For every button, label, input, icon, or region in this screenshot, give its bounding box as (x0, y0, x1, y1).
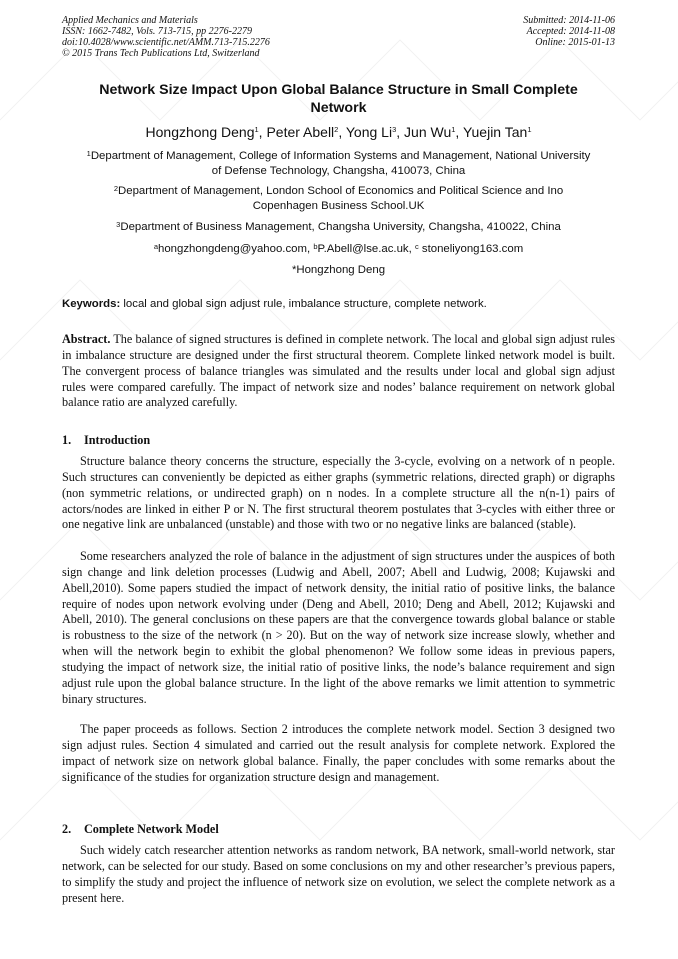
author-name: Yuejin Tan (462, 124, 528, 140)
section-heading (62, 432, 150, 448)
corresponding-author: *Hongzhong Deng (291, 264, 386, 276)
email-link[interactable]: stoneliyong163.com (418, 243, 524, 255)
title-line-1: Network Size Impact Upon Global Balance Structure in Small Complete (99, 82, 578, 98)
submitted-date: Submitted: 2014-11-06 (523, 15, 615, 26)
copyright-line: © 2015 Trans Tech Publications Ltd, Switzerland (62, 48, 260, 59)
keywords (62, 297, 615, 312)
title-line-2: Network (310, 100, 367, 116)
paragraph: Some researchers analyzed the role of balance in the adjustment of sign structures under the auspices of both sign change and link deletion processes (Ludwig and Abell, 2007; Abell and Ludwig, 2008; Kujawski and Abell,2010). Some papers studied the impact of network density, the initial ratio of positive links, the balance require of nodes upon network evolving under (Deng and Abell, 2010; Deng and Abell, 2012; Kujawski and Abell, 2010). The general conclusions on these papers are that the convergence towards global balance or stable is robustness to the size of the network (n > 20). But on the way of network size increase slowly, whether and when will the network begin to exhibit the global phenomenon? We follow some ideas in previous papers, studying the impact of network size, the initial ratio of positive links, the node’s balance requirement and sign adjust rule upon the global balance structure. In the light of the above remarks we limit attention to symmetric binary structures. (62, 549, 615, 706)
section-number: 2. (62, 822, 72, 836)
section-title: Introduction (84, 433, 151, 447)
abstract-label: Abstract. (62, 332, 111, 346)
paragraph: The paper proceeds as follows. Section 2 introduces the complete network model. Section 3 designed two sign adjust rules. Section 4 simulated and carried out the result analysis for complete network. Explored the impact of network size on network global balance. Finally, the paper concludes with some remarks about the significance of the studies for organization structure design and management. (62, 722, 615, 784)
journal-info (62, 15, 270, 59)
accepted-date: Accepted: 2014-11-08 (526, 26, 615, 37)
section-title: Complete Network Model (84, 822, 219, 836)
author-affiliation-mark: 1 (527, 125, 532, 134)
section-number: 1. (62, 433, 72, 447)
keywords-text: local and global sign adjust rule, imbalance structure, complete network. (120, 298, 487, 310)
abstract-text: The balance of signed structures is defined in complete network. The local and global sign adjust rules in imbalance structure are designed under the first structural theorem. Complete linked network model is built. The convergent process of balance triangles was simulated and the results under local and global sign adjust rules were compared carefully. The impact of network size and nodes’ balance requirement on network global balance ratio are analyzed carefully. (62, 332, 615, 410)
affiliation-3: $^3$Department of Business Management, Changsha University, Changsha, 410022, China (116, 220, 561, 233)
online-date: Online: 2015-01-13 (535, 37, 615, 48)
author-name: Peter Abell (266, 124, 335, 140)
author-affiliation-mark: 2 (334, 125, 339, 134)
email-addresses: $^a$hongzhongdeng@yahoo.com, $^b$P.Abell@lse.ac.uk, $^c$ stoneliyong163.com (153, 242, 524, 255)
email-link[interactable]: hongzhongdeng@yahoo.com, (157, 243, 314, 255)
author-name: Jun Wu (404, 124, 452, 140)
doi-line: doi:10.4028/www.scientific.net/AMM.713-715.2276 (62, 37, 270, 48)
email-link[interactable]: P.Abell@lse.ac.uk, (317, 243, 415, 255)
author-affiliation-mark: 1 (451, 125, 456, 134)
author-name: Hongzhong Deng (145, 124, 255, 140)
affiliation-1: $^1$Department of Management, College of Information Systems and Management, National University of Defense Technology, Changsha, 410073, China (86, 149, 591, 177)
issn-line: ISSN: 1662-7482, Vols. 713-715, pp 2276-2279 (62, 26, 252, 37)
publication-dates (523, 15, 615, 48)
author-name: Yong Li (345, 124, 393, 140)
affiliation-2: $^2$Department of Management, London School of Economics and Political Science and Ino Copenhagen Business School.UK (113, 184, 564, 212)
abstract (62, 332, 615, 411)
paragraph: Structure balance theory concerns the structure, especially the 3-cycle, evolving on a network of n people. Such structures can conveniently be depicted as either graphs (symmetric relations, directed graph) or digraphs (non symmetric relations, or undirected graph) on n nodes. In a complete structure all the n(n-1) pairs of actors/nodes are linked in either P or N. The first structural theorem postulates that 3-cycles with either three or one negative link are unbalanced (unstable) and those with two or no negative links are balanced (stable). (62, 454, 615, 532)
paper-title (62, 81, 615, 117)
journal-name: Applied Mechanics and Materials (62, 15, 198, 26)
author-affiliation-mark: 1 (254, 125, 259, 134)
section-heading (62, 821, 219, 837)
paragraph: Such widely catch researcher attention networks as random network, BA network, small-world network, star network, can be selected for our study. Based on some conclusions on my and other researcher’s previous papers, to simplify the study and project the influence of network size on evolution, we select the complete network as a present here. (62, 843, 615, 905)
author-list: Hongzhong Deng$^1$, Peter Abell$^2$, Yong Li$^3$, Jun Wu$^1$, Yuejin Tan$^1$ (145, 124, 532, 140)
author-affiliation-mark: 3 (392, 125, 397, 134)
keywords-label: Keywords: (62, 298, 121, 310)
